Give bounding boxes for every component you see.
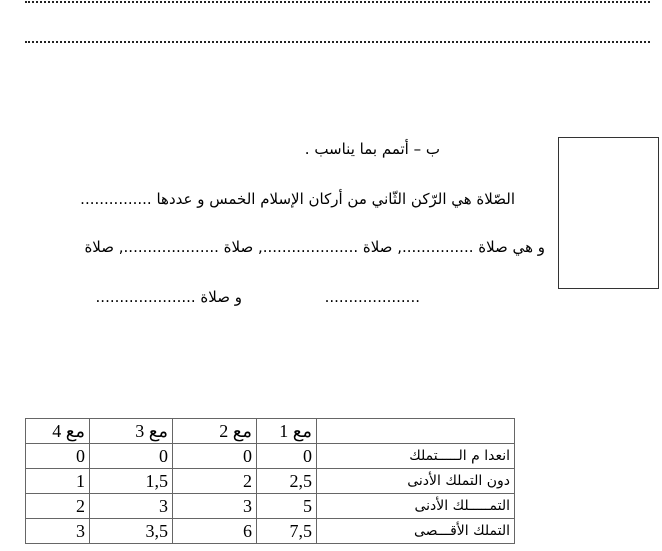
row-label: انعدا م الـــــتملك bbox=[317, 444, 515, 469]
cell: 3,5 bbox=[90, 519, 173, 544]
exercise-line-1: الصّلاة هي الرّكن الثّاني من أركان الإسلام الخمس و عددها ............... bbox=[80, 190, 515, 208]
cell: 0 bbox=[173, 444, 257, 469]
answer-line-2 bbox=[25, 41, 650, 43]
header-cell: مع 1 bbox=[257, 419, 317, 444]
cell: 3 bbox=[26, 519, 90, 544]
row-label: التملك الأقـــصى bbox=[317, 519, 515, 544]
header-cell: مع 4 bbox=[26, 419, 90, 444]
header-cell bbox=[317, 419, 515, 444]
score-table bbox=[25, 418, 515, 544]
table-row bbox=[26, 444, 515, 469]
exercise-line-3b: و صلاة ..................... bbox=[95, 288, 242, 306]
cell: 2,5 bbox=[257, 469, 317, 494]
cell: 1 bbox=[26, 469, 90, 494]
row-label: التمـــــلك الأدنى bbox=[317, 494, 515, 519]
cell: 3 bbox=[173, 494, 257, 519]
cell: 1,5 bbox=[90, 469, 173, 494]
header-cell: مع 3 bbox=[90, 419, 173, 444]
cell: 3 bbox=[90, 494, 173, 519]
answer-line-1 bbox=[25, 1, 650, 3]
header-cell: مع 2 bbox=[173, 419, 257, 444]
cell: 5 bbox=[257, 494, 317, 519]
table-row bbox=[26, 469, 515, 494]
exercise-title: ب – أتمم بما يناسب . bbox=[304, 140, 440, 158]
grade-box bbox=[558, 137, 659, 289]
cell: 2 bbox=[173, 469, 257, 494]
table-row bbox=[26, 519, 515, 544]
cell: 0 bbox=[257, 444, 317, 469]
cell: 7,5 bbox=[257, 519, 317, 544]
exercise-line-3a: .................... bbox=[324, 288, 420, 306]
cell: 0 bbox=[26, 444, 90, 469]
cell: 6 bbox=[173, 519, 257, 544]
cell: 0 bbox=[90, 444, 173, 469]
table-row bbox=[26, 494, 515, 519]
exercise-line-2: و هي صلاة ..............., صلاة ...................., صلاة ...................., صلاة bbox=[84, 238, 545, 256]
cell: 2 bbox=[26, 494, 90, 519]
row-label: دون التملك الأدنى bbox=[317, 469, 515, 494]
table-header-row bbox=[26, 419, 515, 444]
